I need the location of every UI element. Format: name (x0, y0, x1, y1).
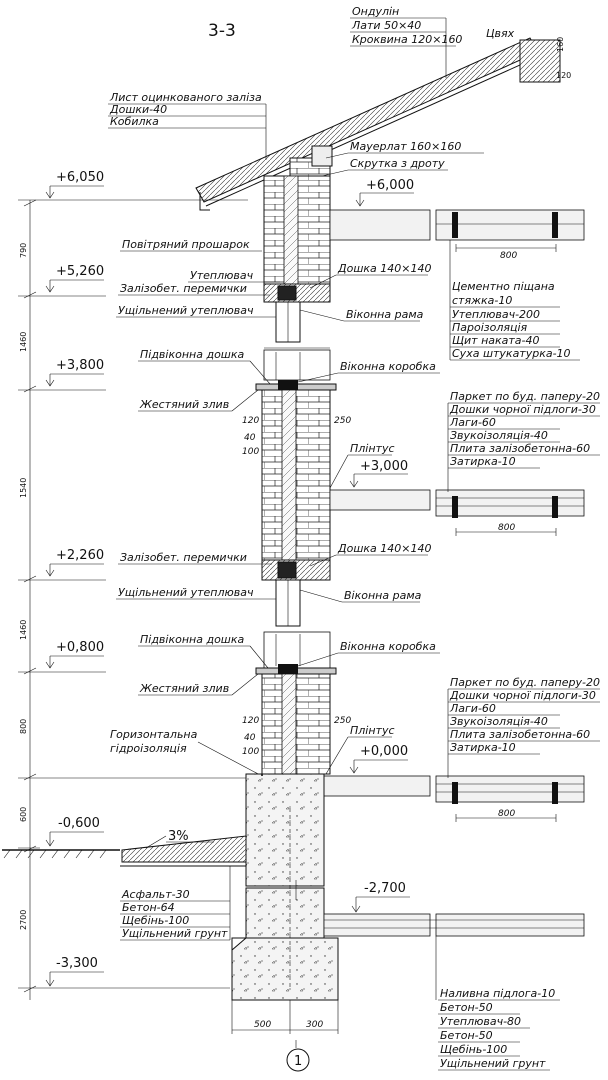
blind-layer-0: Асфальт-30 (122, 888, 190, 901)
mid-sealed-ins-label: Ущільнений утеплювач (118, 586, 254, 599)
floor1-layer-3: Звукоізоляція-40 (450, 429, 548, 442)
callout-number: 1 (294, 1054, 303, 1069)
level-first-sill: +0,800 (56, 640, 105, 655)
window-box-1 (278, 380, 298, 390)
vdim-790: 790 (19, 242, 28, 258)
mid-window-frame-label: Віконна рама (344, 589, 422, 602)
attic-layer-3: Пароізоляція (452, 321, 528, 334)
attic-layer-5: Суха штукатурка-10 (452, 347, 571, 360)
basement-slab (324, 914, 584, 936)
floor1-layer-1: Дошки чорної підлоги-30 (450, 403, 596, 416)
eave-layer-sheet: Лист оцинкованого заліза (110, 91, 262, 104)
nail-label: Цвях (486, 27, 515, 40)
floor2-layer-3: Звукоізоляція-40 (450, 715, 548, 728)
upper-board-label: Дошка 140×140 (338, 262, 432, 275)
floor2-beam-1 (452, 496, 458, 518)
level-attic-floor: +6,000 (366, 178, 415, 193)
floor2-layer-0: Паркет по буд. паперу-20 (450, 676, 600, 689)
floor1-layer-0: Паркет по буд. паперу-20 (450, 390, 600, 403)
level-basement-floor: -2,700 (364, 881, 406, 896)
mauerlat-label: Мауерлат 160×160 (350, 140, 462, 153)
mid-board-label: Дошка 140×140 (338, 542, 432, 555)
floor2-span-dim: 800 (498, 523, 516, 533)
basement-layer-0: Наливна підлога-10 (440, 987, 556, 1000)
window-box-2-label: Віконна коробка (340, 640, 436, 653)
upper-lintel-label: Залізобет. перемички (120, 282, 247, 295)
basement-layer-4: Щебінь-100 (440, 1043, 508, 1056)
plinth-2-label: Плінтус (350, 724, 395, 737)
slope-label: 3% (168, 829, 189, 844)
level-ground-floor: +0,000 (360, 744, 409, 759)
floor1-span-dim: 800 (498, 809, 516, 819)
mauerlat-block (312, 146, 332, 166)
insulation-label: Утеплювач (190, 269, 254, 282)
basement-floor-labels (436, 936, 560, 1070)
middle-wall (256, 380, 336, 626)
wire-twist-label: Скрутка з дроту (350, 157, 445, 170)
roof-layer-rafter: Кроквина 120×160 (352, 33, 463, 46)
vdim-1460-b: 1460 (19, 619, 28, 640)
mid-lintel-label: Залізобет. перемички (120, 551, 247, 564)
foundation-dims (232, 1000, 338, 1071)
waterproof-label-1: Горизонтальна (110, 728, 198, 741)
vdim-1460-a: 1460 (19, 331, 28, 352)
window-box-1-label: Віконна коробка (340, 360, 436, 373)
vdim-800: 800 (19, 718, 28, 734)
air-gap-label: Повітряний прошарок (122, 238, 250, 251)
level-lintel-top: +5,260 (56, 264, 105, 279)
attic-beam-1 (452, 212, 458, 238)
tin-drip-1-label: Жестяний злив (140, 398, 230, 411)
second-floor-slab (330, 490, 584, 536)
basement-layer-3: Бетон-50 (440, 1029, 493, 1042)
floor2-layer-2: Лаги-60 (450, 702, 496, 715)
foundation (232, 774, 338, 1000)
attic-layer-4: Щит наката-40 (452, 334, 540, 347)
basement-layer-1: Бетон-50 (440, 1001, 493, 1014)
vdim-1540: 1540 (19, 477, 28, 498)
floor2-beam-2 (552, 496, 558, 518)
waterproof-label-2: гідроізоляція (110, 742, 187, 755)
floor2-layer-5: Затирка-10 (450, 741, 516, 754)
roof-layer-battens: Лати 50×40 (352, 19, 422, 32)
floor1-beam-1 (452, 782, 458, 804)
floor1-beam-2 (552, 782, 558, 804)
lower-wall (256, 664, 336, 774)
wall2-dim-250: 250 (334, 716, 352, 726)
floor-layers-1-labels (448, 390, 600, 492)
roof-layer-ondulin: Ондулін (352, 5, 400, 18)
attic-span-dim: 800 (500, 251, 518, 261)
level-second-floor: +3,000 (360, 459, 409, 474)
attic-slab (330, 210, 584, 261)
basement-layer-2: Утеплювач-80 (440, 1015, 522, 1028)
roof-labels (108, 5, 571, 176)
vdim-600: 600 (19, 806, 28, 822)
attic-layer-1: стяжка-10 (452, 294, 513, 307)
floor1-layer-5: Затирка-10 (450, 455, 516, 468)
upper-sealed-ins-label: Ущільнений утеплювач (118, 304, 254, 317)
vdim-2700: 2700 (19, 909, 28, 930)
layer2-dim-40: 40 (244, 733, 256, 743)
ground-floor-slab (324, 776, 584, 822)
wall1-dim-250: 250 (334, 416, 352, 426)
foot-dim-300: 300 (306, 1020, 324, 1030)
tin-drip-2-label: Жестяний злив (140, 682, 230, 695)
upper-window-frame-label: Віконна рама (346, 308, 424, 321)
layer1-dim-120: 120 (242, 416, 260, 426)
level-first-lintel: +2,260 (56, 548, 105, 563)
blind-layer-2: Щебінь-100 (122, 914, 190, 927)
section-title: 3-3 (208, 21, 236, 41)
blind-layer-1: Бетон-64 (122, 901, 175, 914)
level-second-sill: +3,800 (56, 358, 105, 373)
layer2-dim-100: 100 (242, 747, 260, 757)
ground-and-blind-area (2, 829, 246, 866)
attic-layer-0: Цементно піщана (452, 280, 555, 293)
foot-dim-500: 500 (254, 1020, 272, 1030)
floor-layers-2-labels (448, 676, 600, 778)
layer1-dim-40: 40 (244, 433, 256, 443)
floor2-layer-4: Плита залізобетонна-60 (450, 728, 591, 741)
level-roof-top: +6,050 (56, 170, 105, 185)
upper-lintel-block (278, 286, 296, 300)
mid-lintel-block (278, 562, 296, 578)
floor2-layer-1: Дошки чорної підлоги-30 (450, 689, 596, 702)
rafter-section (520, 40, 560, 82)
level-footing-bottom: -3,300 (56, 956, 98, 971)
layer2-dim-120: 120 (242, 716, 260, 726)
floor1-layer-4: Плита залізобетонна-60 (450, 442, 591, 455)
rafter-dim-120: 120 (556, 71, 572, 80)
basement-layer-5: Ущільнений грунт (440, 1057, 546, 1070)
attic-layer-2: Утеплювач-200 (452, 308, 541, 321)
sill-board-1-label: Підвіконна дошка (140, 348, 245, 361)
layer1-dim-100: 100 (242, 447, 260, 457)
window-box-2 (278, 664, 298, 674)
level-grade: -0,600 (58, 816, 100, 831)
blind-area-labels (120, 866, 230, 940)
blind-layer-3: Ущільнений грунт (122, 927, 228, 940)
plinth-1-label: Плінтус (350, 442, 395, 455)
eave-layer-boards: Дошки-40 (110, 103, 168, 116)
sill-board-2-label: Підвіконна дошка (140, 633, 245, 646)
vertical-dimension-chain (18, 200, 248, 1000)
floor1-layer-2: Лаги-60 (450, 416, 496, 429)
rafter-dim-160: 160 (556, 36, 565, 52)
eave-layer-kobylka: Кобилка (110, 115, 159, 128)
attic-beam-2 (552, 212, 558, 238)
